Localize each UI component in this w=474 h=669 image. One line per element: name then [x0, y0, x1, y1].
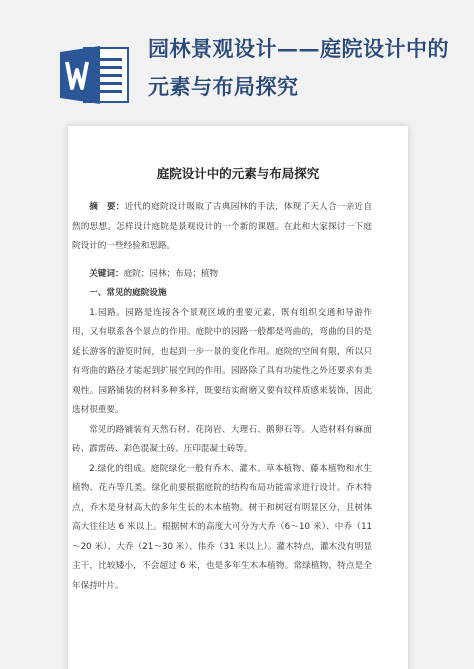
- paragraph-3: 2.绿化的组成。庭院绿化一般有乔木、灌木、草本植物、藤本植物和水生植物、花卉等几类。绿化前要根据庭院的结构布局功能需求进行设计。乔木特点，乔木是身材高大的多年生长的木本植物。树干和树冠有明显区分，且树体高大往往达 6 米以上。根据树木的高度大可分为大乔（6～10 米）、中乔（11～20 米）、大乔（21～30 米）、伟乔（31 米以上）。灌木特点，灌木没有明显主干，比较矮小，不会超过 6 米，也是多年生木本植物。常绿植物，特点是全年保持叶片。: [72, 463, 372, 591]
- section-heading: 一、常见的庭院设施: [89, 288, 167, 298]
- keywords-label: 关键词：: [89, 268, 124, 279]
- document-title: 庭院设计中的元素与布局探究: [156, 166, 320, 181]
- paragraph-2: 常见的路铺装有天然石材、花岗岩、大理石、鹅卵石等。人造材料有麻面砖、霹雳砖、彩色混凝土砖、压印混凝土砖等。: [72, 424, 372, 454]
- abstract-text: 近代的庭院设计吸取了古典园林的手法，体现了天人合一亲近自然的思想。怎样设计庭院是景观设计的一个新的课题。在此和大家探讨一下庭院设计的一些经验和思路。: [72, 202, 372, 251]
- paragraph-1: 1.园路。园路是连接各个景观区域的重要元素，既有组织交通和导游作用，又有联系各个景点的作用。庭院中的园路一般都是弯曲的，弯曲的目的是延长游客的游览时间，也起到一步一景的变化作用。庭院的空间有限，所以只有弯曲的路径才能起到扩展空间的作用。园路除了具有功能性之外还要求有美观性。园路铺装的材料多种多样，既要结实耐磨又要有纹样质感来装饰，因此选材很重要。: [72, 307, 372, 415]
- document-body: [72, 198, 372, 596]
- abstract-label: 摘 要：: [89, 202, 125, 212]
- word-document-icon: [60, 44, 132, 106]
- keywords: [72, 265, 372, 285]
- header: [0, 0, 474, 130]
- page-title: 园林景观设计——庭院设计中的元素与布局探究: [148, 36, 449, 99]
- keywords-text: 庭院；园林；布局；植物: [123, 268, 219, 279]
- abstract: [72, 198, 372, 257]
